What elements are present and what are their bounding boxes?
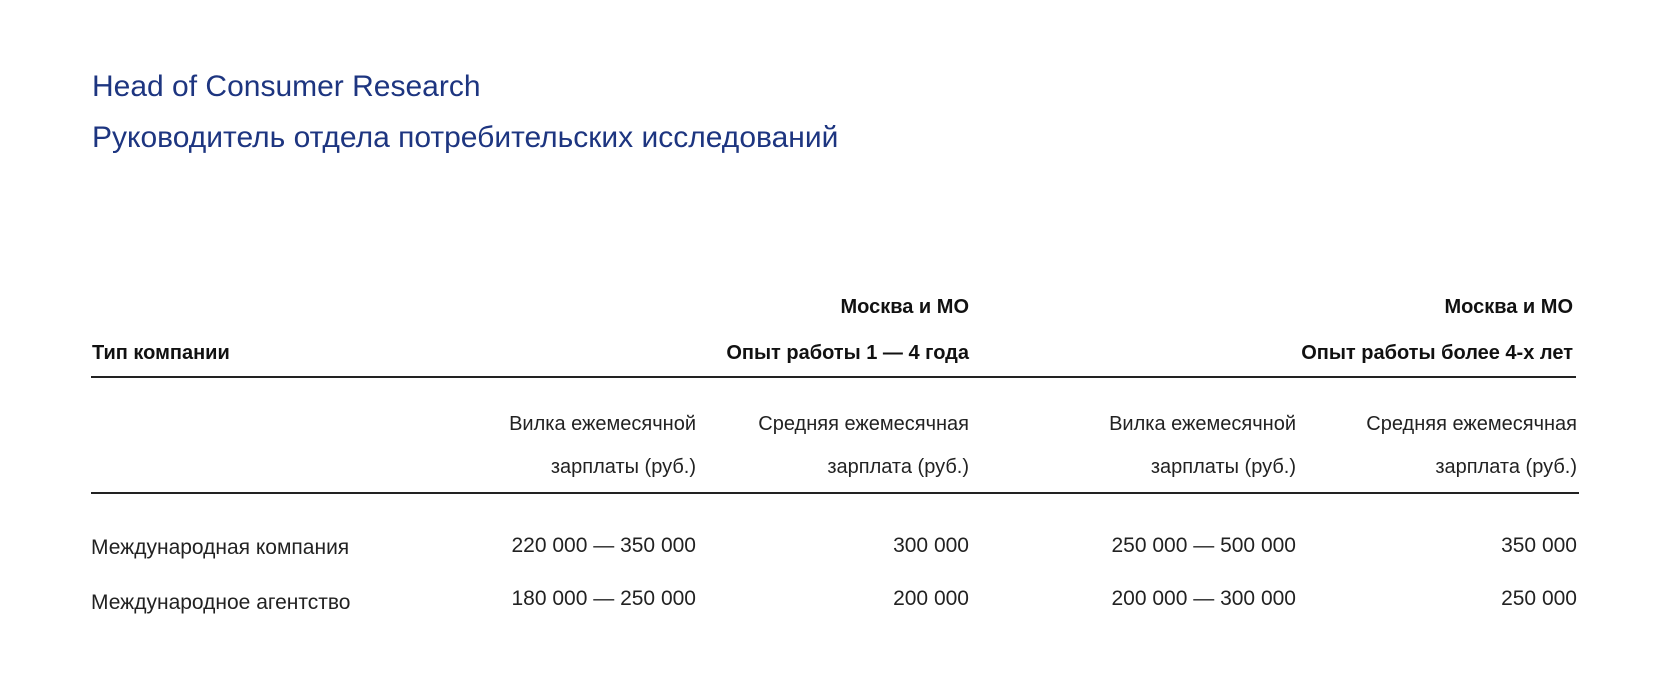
group-2-range-cell: 250 000 — 500 000 (1111, 534, 1296, 557)
subheader-divider (91, 492, 1579, 494)
group-1-range-header-line2: зарплаты (руб.) (550, 456, 696, 478)
company-type-cell: Международная компания (91, 536, 350, 559)
group-1-range-cell: 220 000 — 350 000 (511, 534, 696, 557)
group-1-avg-cell: 200 000 (893, 587, 969, 610)
company-type-header: Тип компании (92, 342, 230, 364)
page-title-ru: Руководитель отдела потребительских исследований (92, 121, 839, 154)
group-2-avg-header-line2: зарплата (руб.) (1435, 456, 1577, 478)
group-1-avg-header-line2: зарплата (руб.) (827, 456, 969, 478)
group-2-range-header-line1: Вилка ежемесячной (1109, 413, 1296, 435)
group-2-experience: Опыт работы более 4-х лет (1301, 342, 1573, 364)
group-1-experience: Опыт работы 1 — 4 года (726, 342, 969, 364)
group-2-region: Москва и МО (1444, 296, 1573, 318)
group-1-range-header-line1: Вилка ежемесячной (509, 413, 696, 435)
group-2-range-header-line2: зарплаты (руб.) (1150, 456, 1296, 478)
group-1-avg-cell: 300 000 (893, 534, 969, 557)
company-type-cell: Международное агентство (91, 591, 351, 614)
header-divider (91, 376, 1576, 378)
group-1-region: Москва и МО (840, 296, 969, 318)
group-2-range-cell: 200 000 — 300 000 (1111, 587, 1296, 610)
group-1-range-cell: 180 000 — 250 000 (511, 587, 696, 610)
group-2-avg-cell: 350 000 (1501, 534, 1577, 557)
group-2-avg-header-line1: Средняя ежемесячная (1366, 413, 1577, 435)
group-2-avg-cell: 250 000 (1501, 587, 1577, 610)
page-title-en: Head of Consumer Research (92, 70, 481, 103)
group-1-avg-header-line1: Средняя ежемесячная (758, 413, 969, 435)
